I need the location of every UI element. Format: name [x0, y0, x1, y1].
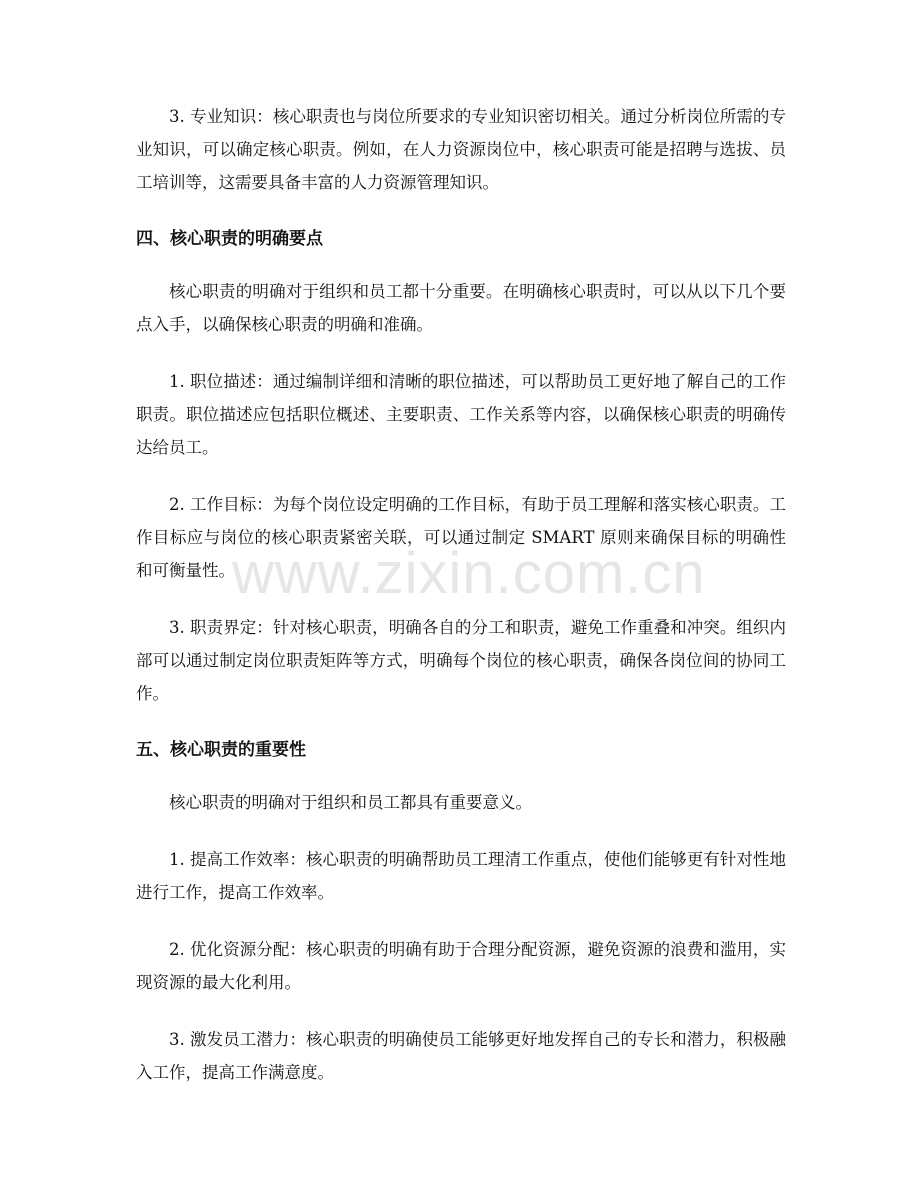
- paragraph-professional-knowledge: 3. 专业知识：核心职责也与岗位所要求的专业知识密切相关。通过分析岗位所需的专业知识，可以确定核心职责。例如，在人力资源岗位中，核心职责可能是招聘与选拔、员工培训等，这需要具备丰富的人力资源管理知识。: [136, 107, 786, 192]
- section-heading-4: 四、核心职责的明确要点: [136, 229, 323, 249]
- paragraph-job-description: 1. 职位描述：通过编制详细和清晰的职位描述，可以帮助员工更好地了解自己的工作职责。职位描述应包括职位概述、主要职责、工作关系等内容，以确保核心职责的明确传达给员工。: [136, 372, 786, 457]
- paragraph-work-goals: 2. 工作目标：为每个岗位设定明确的工作目标，有助于员工理解和落实核心职责。工作目标应与岗位的核心职责紧密关联，可以通过制定 SMART 原则来确保目标的明确性和可衡量性。: [136, 495, 786, 580]
- paragraph-efficiency: 1. 提高工作效率：核心职责的明确帮助员工理清工作重点，使他们能够更有针对性地进行工作，提高工作效率。: [136, 850, 786, 902]
- paragraph-employee-potential: 3. 激发员工潜力：核心职责的明确使员工能够更好地发挥自己的专长和潜力，积极融入工作，提高工作满意度。: [136, 1030, 786, 1082]
- paragraph-duty-definition: 3. 职责界定：针对核心职责，明确各自的分工和职责，避免工作重叠和冲突。组织内部可以通过制定岗位职责矩阵等方式，明确每个岗位的核心职责，确保各岗位间的协同工作。: [136, 618, 786, 703]
- section-heading-5: 五、核心职责的重要性: [136, 740, 306, 760]
- document-body: [136, 100, 786, 1113]
- paragraph-resource-allocation: 2. 优化资源分配：核心职责的明确有助于合理分配资源，避免资源的浪费和滥用，实现资源的最大化利用。: [136, 940, 786, 992]
- paragraph-intro-key-points: 核心职责的明确对于组织和员工都十分重要。在明确核心职责时，可以从以下几个要点入手，以确保核心职责的明确和准确。: [136, 282, 786, 334]
- paragraph-intro-importance: 核心职责的明确对于组织和员工都具有重要意义。: [169, 793, 532, 812]
- watermark: www.zixin.com.cn: [232, 541, 706, 606]
